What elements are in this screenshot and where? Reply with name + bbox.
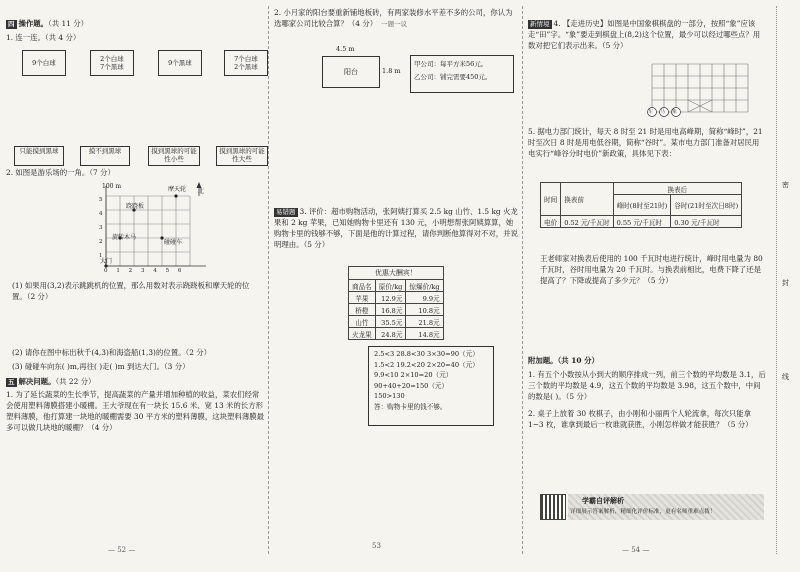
column-divider-2: [522, 6, 523, 554]
balcony-height: 1.8 m: [382, 67, 401, 75]
chess-board: [640, 58, 760, 120]
qr-code-icon[interactable]: [540, 494, 566, 520]
ball-box-1: 9个白球: [22, 50, 66, 76]
chess-piece-horse: 马: [660, 109, 666, 115]
price-cell: 火龙果: [349, 328, 376, 340]
question-balcony: 2. 小月家的阳台要重新铺地板砖，有两家装修水平差不多的公司，你认为选哪家公司比较合算？（4 分） 一题一议: [274, 8, 513, 28]
label-carousel: 旋转木马: [112, 234, 137, 241]
question-1: 1. 连一连。（共 4 分）: [6, 33, 81, 42]
section-operations: 四 操作题。（共 11 分）: [8, 19, 89, 28]
bonus-question-2: 2. 桌子上放着 30 枚棋子，由小刚和小丽两个人轮流拿，每次只能拿 1~3 枚，谁拿到最后一枚谁就获胜，小刚怎样做才能获胜？（5 分）: [528, 409, 753, 429]
price-header-0: 商品名: [349, 280, 376, 292]
price-label: 电价: [541, 216, 561, 228]
balcony-rect: 阳台: [322, 56, 380, 88]
price-row: [349, 304, 444, 316]
price-cell: 35.5元: [375, 316, 406, 328]
valley-header: 谷时(21时至次日8时): [671, 195, 742, 216]
peak-header: 峰时(8时至21时): [613, 195, 671, 216]
price-row: [349, 316, 444, 328]
price-cell: 14.8元: [406, 328, 443, 340]
price-header-2: 惊爆价/kg: [406, 280, 443, 292]
question-2-1: (1) 如果用(3,2)表示跳跳机的位置，那么用数对表示跷跷板和摩天轮的位置。（2 分）: [12, 281, 250, 301]
company-quotes: [410, 55, 514, 93]
question-shopping: 易错题 3. 评价：超市购物活动，张阿姨打算买 2.5 kg 山竹、1.5 kg 火龙果和 2 kg 苹果，已知她购物卡里还有 130 元，小明想帮张阿姨算算，她购物卡里的钱够不够，下面是他的计算过程，请你判断他算得对不对，并说明理由。（5 分）: [274, 207, 518, 249]
company-b: 乙公司：铺完需要450元。: [414, 73, 492, 81]
price-cell: 桥橙: [349, 304, 376, 316]
label-ferris-wheel: 摩天轮: [168, 186, 187, 193]
calc-line: 150>130: [374, 392, 405, 400]
company-a: 甲公司：每平方米56元。: [414, 60, 488, 68]
north-label: 北: [198, 188, 205, 195]
park-grid: [96, 182, 226, 278]
qr-title: 学霸自评解析: [582, 496, 624, 505]
question-2-3: (3) 碰碰车向东( )m,再往( )走( )m 到达大门。（3 分）: [12, 362, 190, 371]
price-header-1: 原价/kg: [375, 280, 406, 292]
section-bonus: 附加题。（共 10 分）: [528, 356, 599, 365]
section-number: 五: [8, 378, 15, 386]
calc-line: 1.5<2 19.2<20 2×20=40（元）: [374, 360, 479, 369]
price-before: 0.52 元/千瓦时: [561, 216, 613, 228]
price-table: [348, 266, 444, 340]
calc-process: [368, 346, 494, 426]
margin-char-2: 封: [782, 279, 789, 287]
margin-char-1: 密: [782, 181, 789, 189]
price-cell: 9.9元: [406, 292, 443, 304]
before-header: 换表前: [561, 183, 613, 216]
question-2: 2. 如图是游乐场的一角。（7 分）: [6, 168, 115, 177]
chess-piece-elephant: 象: [672, 109, 678, 115]
price-cell: 21.8元: [406, 316, 443, 328]
probability-card-4: 摸到黑球的可能性大些: [216, 146, 268, 166]
seal-line: [776, 6, 777, 554]
price-cell: 10.8元: [406, 304, 443, 316]
question-electricity-cont: 王老师家对换表后使用的 100 千瓦时电进行统计，峰时用电量为 80 千瓦时，谷时用电量为 20 千瓦时。与换表前相比，电费下降了还是提高了？下降或提高了多少元？（5 分）: [540, 254, 763, 285]
bonus-question-1: 1. 有五个小数按从小到大的顺序排成一列，前三个数的平均数是 3.1，后三个数的平均数是 4.9，这五个数的平均数是 3.98，这五个数中，中间的数是( )。（5 分）: [528, 370, 766, 401]
price-cell: 16.8元: [375, 304, 406, 316]
probability-card-2: 摸不到黑球: [80, 146, 130, 166]
qr-subtitle: 详细展示答案解析，精细化评价标准，更有名师重难点拨！: [570, 509, 716, 515]
question-tag: 易错题: [276, 208, 296, 216]
question-chess: 新情境 4. 【走进历史】如图是中国象棋棋盘的一部分，按照“象”应该走“田”字。“象”要走到棋盘上(8,2)这个位置，最少可以经过哪些点？用数对把它们表示出来。（5 分）: [528, 19, 761, 50]
page-number-left: — 52 —: [108, 546, 136, 554]
price-row: [349, 328, 444, 340]
question-electricity: 5. 据电力部门统计，每天 8 时至 21 时是用电高峰期，简称“峰时”，21 时至次日 8 时是用电低谷期，简称“谷时”。某市电力部门准备对居民用电实行“峰谷分时电价”新政策，具体见下表：: [528, 127, 763, 158]
ball-box-3: 9个黑球: [158, 50, 202, 76]
price-cell: 12.9元: [375, 292, 406, 304]
section-number: 四: [8, 20, 15, 28]
probability-card-1: 只能摸到黑球: [14, 146, 64, 166]
label-seesaw: 跷跷板: [126, 203, 145, 210]
price-table-title: 优惠大酬宾！: [348, 266, 444, 279]
price-valley: 0.30 元/千瓦时: [671, 216, 742, 228]
price-cell: 24.8元: [375, 328, 406, 340]
question-tag: 新情境: [530, 20, 550, 28]
price-peak: 0.55 元/千瓦时: [613, 216, 671, 228]
page-number-right: — 54 —: [622, 546, 650, 554]
ball-box-4: 7个白球 2个黑球: [224, 50, 268, 76]
chess-piece-chariot: 车: [648, 109, 654, 115]
section-solve: 五 解决问题。（共 22 分）: [8, 377, 96, 386]
column-divider-1: [268, 6, 269, 554]
margin-char-3: 线: [782, 373, 789, 381]
calc-line: 9.9<10 2×10=20（元）: [374, 371, 453, 379]
after-header: 换表后: [613, 183, 742, 195]
price-cell: 山竹: [349, 316, 376, 328]
grid-unit: 100 m: [102, 183, 122, 190]
qr-banner: [568, 494, 764, 520]
label-bumper-cars: 碰碰车: [164, 239, 183, 246]
calc-line: 2.5<3 28.8<30 3×30=90（元）: [374, 350, 479, 358]
ball-box-2: 2个白球 7个黑球: [90, 50, 134, 76]
page-number-middle: 53: [372, 542, 381, 550]
x-axis-ticks: 0123456: [104, 268, 191, 274]
y-axis-ticks: 5 4 3 2 1: [99, 197, 103, 259]
price-row: [349, 292, 444, 304]
calc-line: 答：购物卡里的钱不够。: [374, 402, 447, 411]
calc-line: 90+40+20=150（元）: [374, 381, 449, 390]
question-solve-1: 1. 为了延长蔬菜的生长季节，提高蔬菜的产量并增加种植的收益，菜农们经常会使用塑料薄膜搭建小暖棚。王大爷现在有一块长 15.6 米、宽 13 米的长方形塑料薄膜，他打算建一块地的暖棚需要 30 平方米的塑料薄膜，这块塑料薄膜最多可以做几块地的暖棚？（4 分）: [6, 390, 264, 432]
price-cell: 苹果: [349, 292, 376, 304]
time-header: 时间: [541, 183, 561, 216]
probability-card-3: 摸到黑球的可能性小些: [148, 146, 200, 166]
electricity-table: [540, 182, 742, 228]
balcony-width: 4.5 m: [336, 45, 355, 53]
question-2-2: (2) 请你在图中标出秋千(4,3)和海盗船(1,3)的位置。（2 分）: [12, 348, 212, 357]
label-gate: 大门: [100, 258, 113, 265]
